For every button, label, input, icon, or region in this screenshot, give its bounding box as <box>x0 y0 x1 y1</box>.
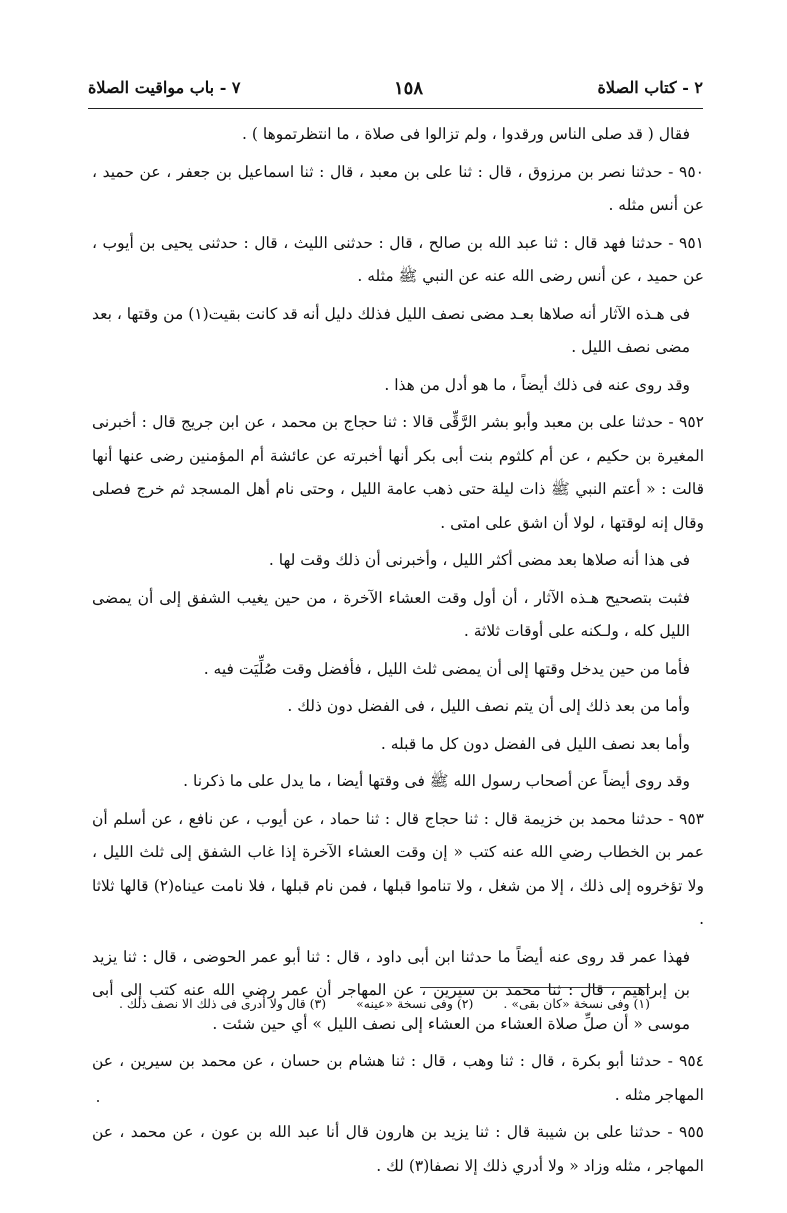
header-divider <box>88 108 703 109</box>
paragraph: وأما من بعد ذلك إلى أن يتم نصف الليل ، فى الفضل دون ذلك . <box>287 697 690 715</box>
footnote-divider <box>420 987 650 988</box>
hadith-954: ٩٥٤ - حدثنا أبو بكرة ، قال : ثنا وهب ، قال : ثنا هشام بن حسان ، عن محمد بن سيرين ، عن المهاجر مثله . <box>92 1052 704 1104</box>
paragraph: فهذا عمر قد روى عنه أيضاً ما حدثنا ابن أبى داود ، قال : ثنا أبو عمر الحوضى ، قال : ثنا يزيد بن إبراهيم ، قال : ثنا محمد بن سيرين ، عن المهاجر أن عمر رضي الله عنه كتب إلى أبى موسى « أن صلِّ صلاة العشاء من العشاء إلى نصف الليل » أي حين شئت . <box>92 947 690 1033</box>
page-header <box>88 72 703 106</box>
hadith-951: ٩٥١ - حدثنا فهد قال : ثنا عبد الله بن صالح ، قال : حدثنى الليث ، قال : حدثنى يحيى بن أيوب ، عن حميد ، عن أنس رضى الله عنه عن النبي ﷺ مثله . <box>92 233 704 285</box>
paragraph: فأما من حين يدخل وقتها إلى أن يمضى ثلث الليل ، فأفضل وقت صُلِّيَت فيه . <box>203 659 690 678</box>
main-text <box>92 118 704 1187</box>
paragraph: فى هـذه الآثار أنه صلاها بعـد مضى نصف الليل فذلك دليل أنه قد كانت بقيت(١) من وقتها ، بعد مضى نصف الليل . <box>92 304 690 356</box>
chapter-title: ٧ - باب مواقيت الصلاة <box>88 78 241 97</box>
footnote-2: (٢) وفى نسخة «عينه» <box>356 996 474 1011</box>
paragraph: وقد روى أيضاً عن أصحاب رسول الله ﷺ فى وقتها أيضا ، ما يدل على ما ذكرنا . <box>183 772 690 790</box>
paragraph: فثبت بتصحيح هـذه الآثار ، أن أول وقت العشاء الآخرة ، من حين يغيب الشفق إلى أن يمضى الليل كله ، ولـكنه على أوقات ثلاثة . <box>92 588 690 640</box>
paragraph: وقد روى عنه فى ذلك أيضاً ، ما هو أدل من هذا . <box>384 375 690 394</box>
hadith-950: ٩٥٠ - حدثنا نصر بن مرزوق ، قال : ثنا على بن معبد ، قال : ثنا اسماعيل بن جعفر ، عن حميد ، عن أنس مثله . <box>92 162 704 214</box>
hadith-955: ٩٥٥ - حدثنا على بن شيبة قال : ثنا يزيد بن هارون قال أنا عبد الله بن عون ، عن محمد ، عن المهاجر ، مثله وزاد « ولا أدري ذلك إلا نصفا(٣) لك . <box>92 1123 704 1175</box>
page-number: ١٥٨ <box>393 78 423 99</box>
footnotes <box>118 993 650 1015</box>
scan-speck <box>97 1100 99 1102</box>
footnote-1: (١) وفى نسخة «كان بقى» . <box>503 996 650 1011</box>
paragraph: وأما بعد نصف الليل فى الفضل دون كل ما قبله . <box>380 734 690 753</box>
book-title: ٢ - كتاب الصلاة <box>597 78 703 97</box>
footnote-3: (٣) قال ولا أدرى فى ذلك الا نصف ذلك . <box>118 996 327 1011</box>
paragraph: فى هذا أنه صلاها بعد مضى أكثر الليل ، وأخبرنى أن ذلك وقت لها . <box>268 551 690 569</box>
hadith-952: ٩٥٢ - حدثنا على بن معبد وأبو بشر الرَّقِّى قالا : ثنا حجاج بن محمد ، عن ابن جريج قال : أخبرنى المغيرة بن حكيم ، عن أم كلثوم بنت أبى بكر أنها أخبرته عن عائشة أم المؤمنين رضى عنها أنها قالت : « أعتم النبي ﷺ ذات ليلة حتى ذهب عامة الليل ، وحتى نام أهل المسجد ثم خرج فصلى وقال إنه لوقتها ، لولا أن اشق على امتى . <box>92 413 704 532</box>
hadith-953: ٩٥٣ - حدثنا محمد بن خزيمة قال : ثنا حجاج قال : ثنا حماد ، عن أيوب ، عن نافع ، عن أسلم أن عمر بن الخطاب رضي الله عنه كتب « إن وقت العشاء الآخرة إذا غاب الشفق إلى ثلث الليل ، ولا تؤخروه إلى ذلك ، إلا من شغل ، ولا تناموا قبلها ، فمن نام قبلها ، فلا نامت عيناه(٢) قالها ثلاثا . <box>92 809 704 928</box>
paragraph: فقال ( قد صلى الناس ورقدوا ، ولم تزالوا فى صلاة ، ما انتظرتموها ) . <box>242 125 690 143</box>
